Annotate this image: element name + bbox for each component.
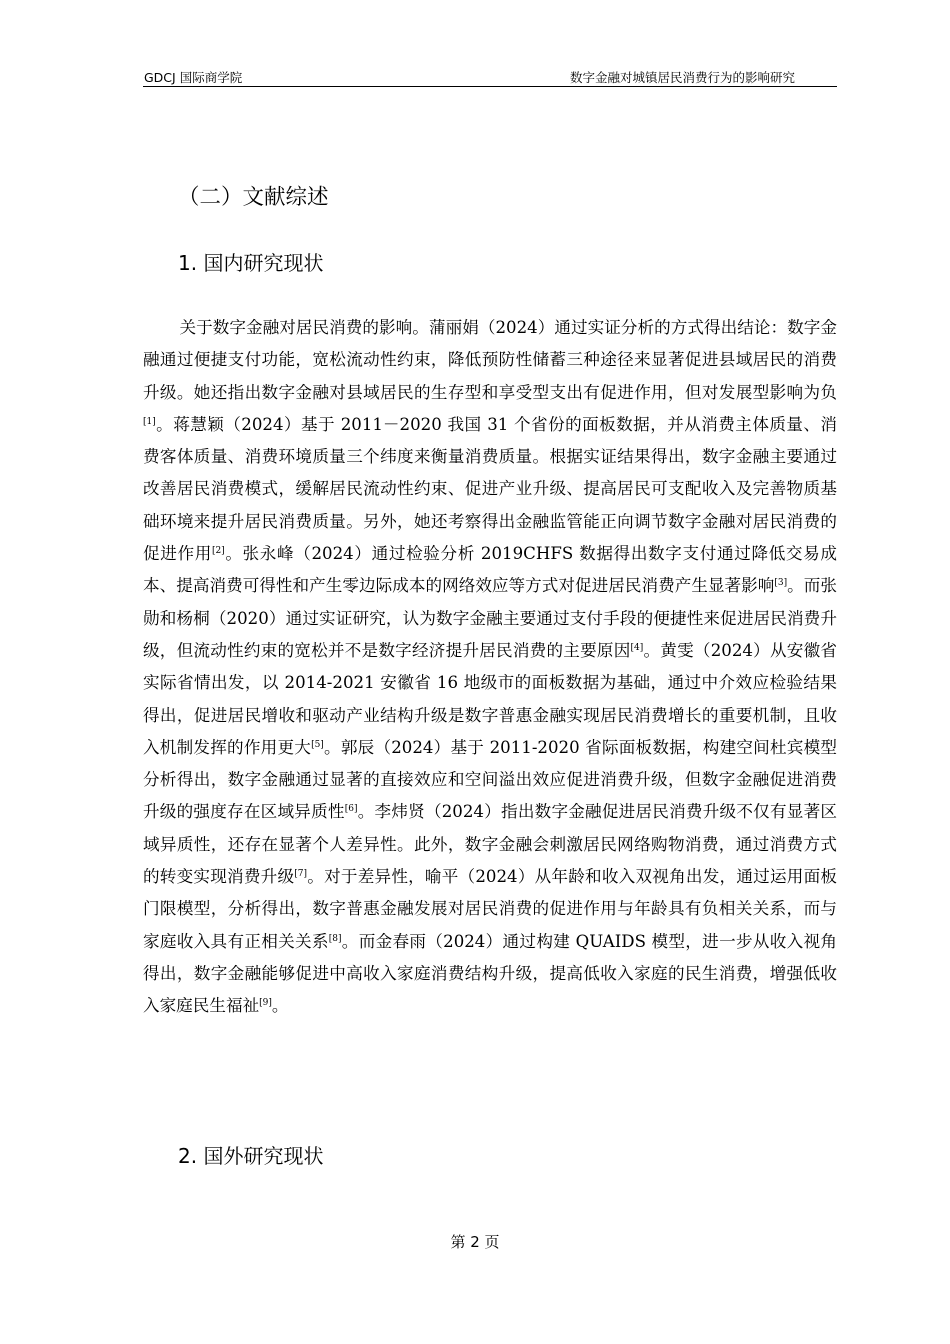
text-run: 。张永峰（2024）通过检验分析 2019CHFS 数据得出数字支付通过降低交易成本、提高消费可得性和产生零边际成本的网络效应等方式对促进居民消费产生显著影响 [143,544,837,596]
citation-ref: [1] [143,416,156,427]
text-run: 。蒋慧颖（2024）基于 2011－2020 我国 31 个省份的面板数据，并从消费主体质量、消费客体质量、消费环境质量三个纬度来衡量消费质量。根据实证结果得出，数字金融主要通过改善居民消费模式，缓解居民流动性约束、促进产业升级、提高居民可支配收入及完善物质基础环境来提升居民消费质量。另外，她还考察得出金融监管能正向调节数字金融对居民消费的促进作用 [143,414,837,564]
citation-ref: [9] [259,998,272,1009]
text-run: 。而金春雨（2024）通过构建 QUAIDS 模型，进一步从收入视角得出，数字金融能够促进中高收入家庭消费结构升级，提高低收入家庭的民生消费，增强低收入家庭民生福祉 [143,931,837,1016]
text-run: 。李炜贤（2024）指出数字金融促进居民消费升级不仅有显著区域异质性，还存在显著个人差异性。此外，数字金融会刺激居民网络购物消费，通过消费方式的转变实现消费升级 [143,802,838,887]
citation-ref: [2] [211,546,225,557]
header-right-text: 数字金融对城镇居民消费行为的影响研究 [569,70,795,85]
subsection-title-domestic: 1. 国内研究现状 [178,251,324,275]
text-run: 。而张勋和杨桐（2020）通过实证研究，认为数字金融主要通过支付手段的便捷性来促进居民消费升级，但流动性约束的宽松并不是数字经济提升居民消费的主要原因 [143,576,838,660]
text-run: 。对于差异性，喻平（2024）从年龄和收入双视角出发，通过运用面板门限模型，分析得出，数字普惠金融发展对居民消费的促进作用与年龄具有负相关关系，而与家庭收入具有正相关关系 [143,867,837,951]
citation-ref: [8] [328,933,342,944]
citation-ref: [5] [311,739,324,750]
section-title: （二）文献综述 [178,185,329,210]
text-run: 。黄雯（2024）从安徽省实际省情出发，以 2014-2021 安徽省 16 地级市的面板数据为基础，通过中介效应检验结果得出，促进居民增收和驱动产业结构升级是数字普惠金融实现居民消费增长的重要机制，且收入机制发挥的作用更大 [143,640,838,757]
citation-ref: [4] [630,642,644,653]
text-run: 。 [271,996,289,1016]
page-number: 第 2 页 [450,1233,500,1251]
body-paragraph [143,312,837,1023]
text-run: 关于数字金融对居民消费的影响。蒲丽娟（2024）通过实证分析的方式得出结论：数字金融通过便捷支付功能，宽松流动性约束，降低预防性储蓄三种途径来显著促进县域居民的消费升级。她还指出数字金融对县域居民的生存型和享受型支出有促进作用，但对发展型影响为负 [143,318,837,402]
page-header [143,66,837,87]
text-run: 。郭辰（2024）基于 2011-2020 省际面板数据，构建空间杜宾模型分析得出，数字金融通过显著的直接效应和空间溢出效应促进消费升级，但数字金融促进消费升级的强度存在区域异质性 [143,737,837,822]
subsection-title-foreign: 2. 国外研究现状 [178,1144,324,1168]
header-left-text: GDCJ 国际商学院 [144,70,243,85]
citation-ref: [6] [344,804,358,815]
citation-ref: [7] [294,869,308,880]
citation-ref: [3] [774,578,788,589]
